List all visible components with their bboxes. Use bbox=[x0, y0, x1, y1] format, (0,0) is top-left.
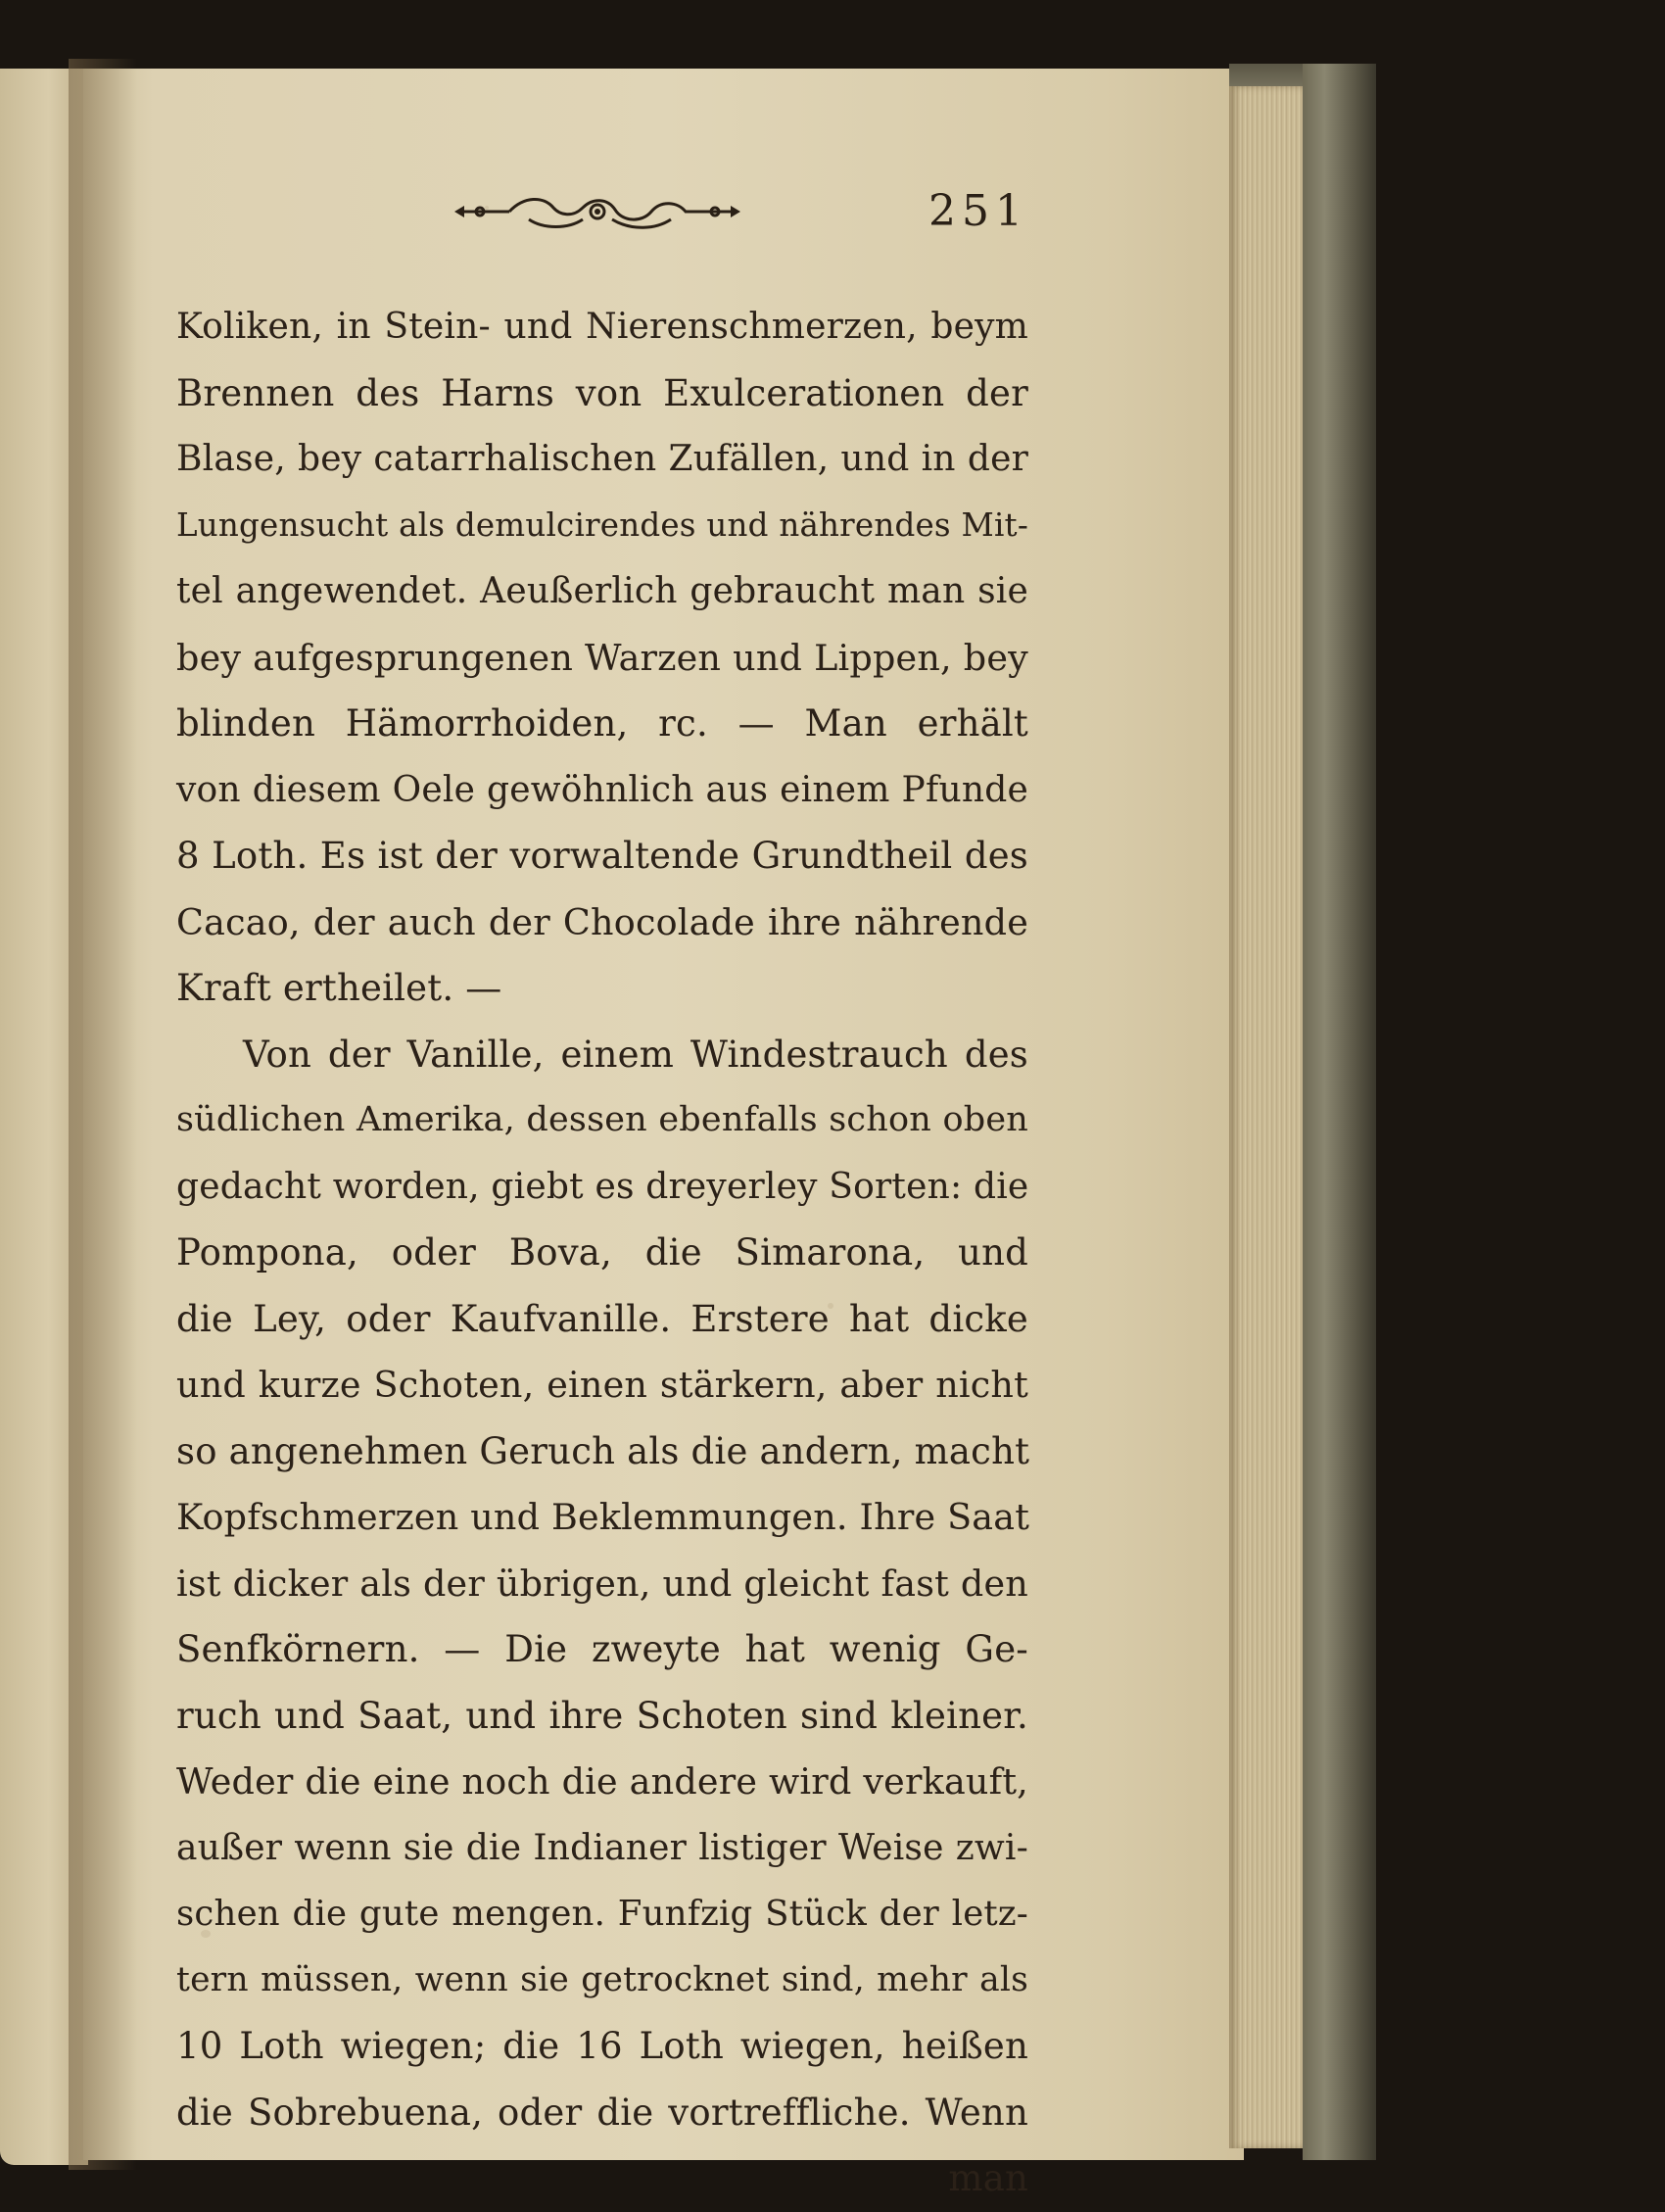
text-line: Cacao, der auch der Chocolade ihre nährende bbox=[176, 900, 1028, 943]
text-line: Kopfschmerzen und Beklemmungen. Ihre Saat bbox=[176, 1496, 1030, 1538]
text-line: südlichen Amerika, dessen ebenfalls schon oben bbox=[176, 1100, 1028, 1139]
text-line: ruch und Saat, und ihre Schoten sind kleiner. bbox=[176, 1694, 1028, 1737]
running-header bbox=[176, 186, 1028, 245]
text-line: 10 Loth wiegen; die 16 Loth wiegen, heißen bbox=[176, 2025, 1028, 2067]
text-line: Lungensucht als demulcirendes und nährendes Mit- bbox=[176, 505, 1028, 544]
text-line: gedacht worden, giebt es dreyerley Sorten: die bbox=[176, 1166, 1029, 1207]
text-line: außer wenn sie die Indianer listiger Weise zwi- bbox=[176, 1827, 1028, 1868]
text-line: Weder die eine noch die andere wird verkauft, bbox=[176, 1760, 1028, 1803]
text-line: von diesem Oele gewöhnlich aus einem Pfunde bbox=[176, 769, 1028, 810]
book-gutter bbox=[69, 59, 137, 2170]
text-line: Senfkörnern. — Die zweyte hat wenig Ge- bbox=[176, 1628, 1028, 1670]
text-line: Brennen des Harns von Exulcerationen der bbox=[176, 371, 1028, 414]
text-line: Von der Vanille, einem Windestrauch des bbox=[243, 1033, 1028, 1076]
text-line: ist dicker als der übrigen, und gleicht fast den bbox=[176, 1562, 1028, 1605]
catchword: man bbox=[948, 2157, 1028, 2199]
text-line: tern müssen, wenn sie getrocknet sind, mehr als bbox=[176, 1959, 1028, 1999]
text-line: 8 Loth. Es ist der vorwaltende Grundtheil des bbox=[176, 835, 1028, 877]
body-text bbox=[176, 294, 1028, 2212]
text-line: so angenehmen Geruch als die andern, macht bbox=[176, 1429, 1030, 1472]
text-line: schen die gute mengen. Funfzig Stück der letz- bbox=[176, 1894, 1028, 1934]
text-line: die Sobrebuena, oder die vortreffliche. Wenn bbox=[176, 2091, 1028, 2134]
text-line: die Ley, oder Kaufvanille. Erstere hat dicke bbox=[176, 1297, 1028, 1340]
text-line: Kraft ertheilet. — bbox=[176, 967, 502, 1009]
text-line: Blase, bey catarrhalischen Zufällen, und in der bbox=[176, 439, 1028, 479]
text-line: Pompona, oder Bova, die Simarona, und bbox=[176, 1231, 1028, 1274]
book-cover bbox=[1303, 64, 1376, 2160]
printer-ornament-icon bbox=[451, 190, 744, 233]
text-line: bey aufgesprungenen Warzen und Lippen, bey bbox=[176, 636, 1028, 679]
text-line: tel angewendet. Aeußerlich gebraucht man sie bbox=[176, 571, 1028, 611]
text-line: blinden Hämorrhoiden, rc. — Man erhält bbox=[176, 702, 1028, 745]
text-line: Koliken, in Stein- und Nierenschmerzen, beym bbox=[176, 307, 1028, 347]
page-number: 251 bbox=[928, 186, 1028, 236]
text-line: und kurze Schoten, einen stärkern, aber nicht bbox=[176, 1364, 1028, 1406]
